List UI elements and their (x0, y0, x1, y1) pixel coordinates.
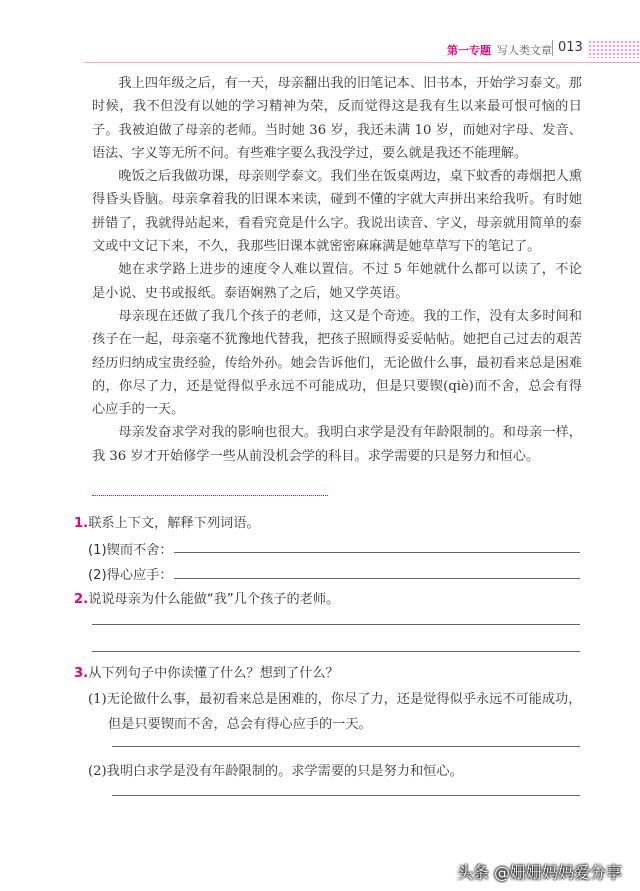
sub-question-text: (2)得心应手： (88, 568, 173, 583)
section-label: 第一专题 (447, 44, 491, 57)
sub-question-text: (1)锲而不舍： (88, 543, 173, 558)
answer-line[interactable] (174, 578, 580, 579)
question-1-sub-1 (88, 539, 173, 558)
question-3-sub-2 (88, 760, 463, 779)
page-number: 013 (558, 40, 583, 55)
answer-line[interactable] (92, 651, 580, 652)
sub-question-text: (2)我明白求学是没有年龄限制的。求学需要的只是努力和恒心。 (88, 764, 463, 779)
paragraph: 晚饭之后我做功课，母亲则学泰文。我们坐在饭桌两边，桌下蚊香的毒烟把人熏得昏头昏脑。母亲拿着我的旧课本来读，碰到不懂的字就大声拼出来给我听。有时她拼错了，我就得站起来，看看究竟是什么字。我说出读音、字义，母亲就用简单的泰文或中文记下来，不久，我那些旧课本就密密麻麻满是她草草写下的笔记了。 (92, 169, 582, 255)
question-2 (74, 588, 584, 607)
sub-question-text: (1)无论做什么事，最初看来总是困难的，你尽了力，还是觉得似乎永远不可能成功， (88, 692, 582, 707)
header-separator (552, 40, 553, 56)
topic-label: 写人类文章 (497, 44, 552, 57)
paragraph: 我上四年级之后，有一天，母亲翻出我的旧笔记本、旧书本，开始学习泰文。那时候，我不但没有以她的学习精神为荣，反而觉得这是我有生以来最可恨可恼的日子。我被迫做了母亲的老师。当时她 36 岁，我还未满 10 岁，而她对字母、发音、语法、字义等无所不问。有些难字要么我没学过，要么就是我还不能理解。 (92, 76, 582, 161)
question-3 (74, 662, 584, 681)
question-text: 从下列句子中你读懂了什么？想到了什么？ (88, 666, 339, 681)
header-rule (84, 62, 640, 63)
answer-line[interactable] (92, 624, 580, 625)
sub-question-text: 但是只要锲而不舍，总会有得心应手的一天。 (108, 717, 372, 732)
answer-line[interactable] (174, 552, 580, 553)
question-3-sub-1-cont (108, 713, 372, 732)
watermark: 头条 @姗姗妈妈爱分享 (456, 863, 622, 882)
paragraph: 母亲发奋求学对我的影响也很大。我明白求学是没有年龄限制的。和母亲一样，我 36 岁才开始修学一些从前没机会学的科目。求学需要的只是努力和恒心。 (92, 425, 582, 464)
question-text: 说说母亲为什么能做“我”几个孩子的老师。 (88, 592, 340, 607)
question-3-sub-1 (88, 688, 581, 707)
question-1 (74, 512, 584, 531)
paragraph: 母亲现在还做了我几个孩子的老师，这又是个奇迹。我的工作，没有太多时间和孩子在一起，母亲毫不犹豫地代替我，把孩子照顾得妥妥帖帖。她把自己过去的艰苦经历归纳成宝贵经验，传给外孙。她会告诉他们，无论做什么事，最初看来总是困难的，你尽了力，还是觉得似乎永远不可能成功，但是只要锲(qiè)而不舍，总会有得心应手的一天。 (92, 308, 582, 418)
section-divider (92, 495, 328, 496)
answer-line[interactable] (112, 795, 580, 796)
paragraph: 她在求学路上进步的速度令人难以置信。不过 5 年她就什么都可以读了，不论是小说、史书或报纸。泰语娴熟了之后，她又学英语。 (92, 262, 582, 301)
question-number: 3. (74, 666, 89, 681)
dot-pattern-decoration (588, 40, 640, 58)
question-number: 2. (74, 592, 89, 607)
question-1-sub-2 (88, 564, 173, 583)
question-number: 1. (74, 516, 89, 531)
question-text: 联系上下文，解释下列词语。 (88, 516, 260, 531)
answer-line[interactable] (112, 746, 580, 747)
reading-passage (92, 72, 582, 468)
page-header (0, 38, 640, 62)
